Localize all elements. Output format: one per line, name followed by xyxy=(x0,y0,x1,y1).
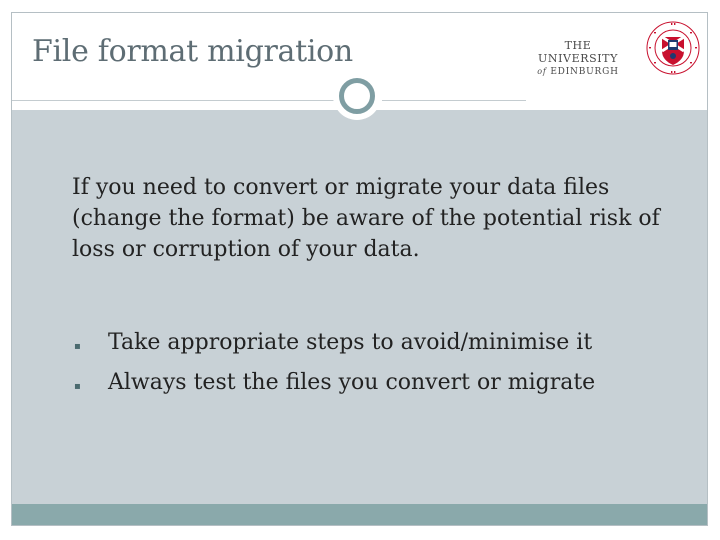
logo-name: EDINBURGH xyxy=(550,67,619,77)
header-divider-right xyxy=(382,100,526,101)
header-divider-left xyxy=(12,100,340,101)
bullet-icon: ▪ xyxy=(74,341,81,352)
content-panel xyxy=(12,110,707,504)
footer-bar xyxy=(12,504,707,525)
bullet-text: Take appropriate steps to avoid/minimise it xyxy=(108,330,593,355)
logo-line2 xyxy=(528,67,628,77)
bullet-text: Always test the files you convert or migrate xyxy=(108,370,596,395)
logo-of: of xyxy=(537,67,547,76)
bullet-item xyxy=(72,370,692,410)
bullet-icon: ▪ xyxy=(74,381,81,392)
university-logo-text xyxy=(528,39,628,77)
university-crest-icon xyxy=(645,20,701,76)
bullet-list xyxy=(72,330,692,410)
ring-ornament-icon xyxy=(339,78,375,114)
slide-title: File format migration xyxy=(32,34,353,69)
body-paragraph: If you need to convert or migrate your data files (change the format) be aware of the potential risk of loss or corruption of your data. xyxy=(72,175,660,262)
bullet-item xyxy=(72,330,692,370)
logo-line1: THE UNIVERSITY xyxy=(538,39,618,65)
